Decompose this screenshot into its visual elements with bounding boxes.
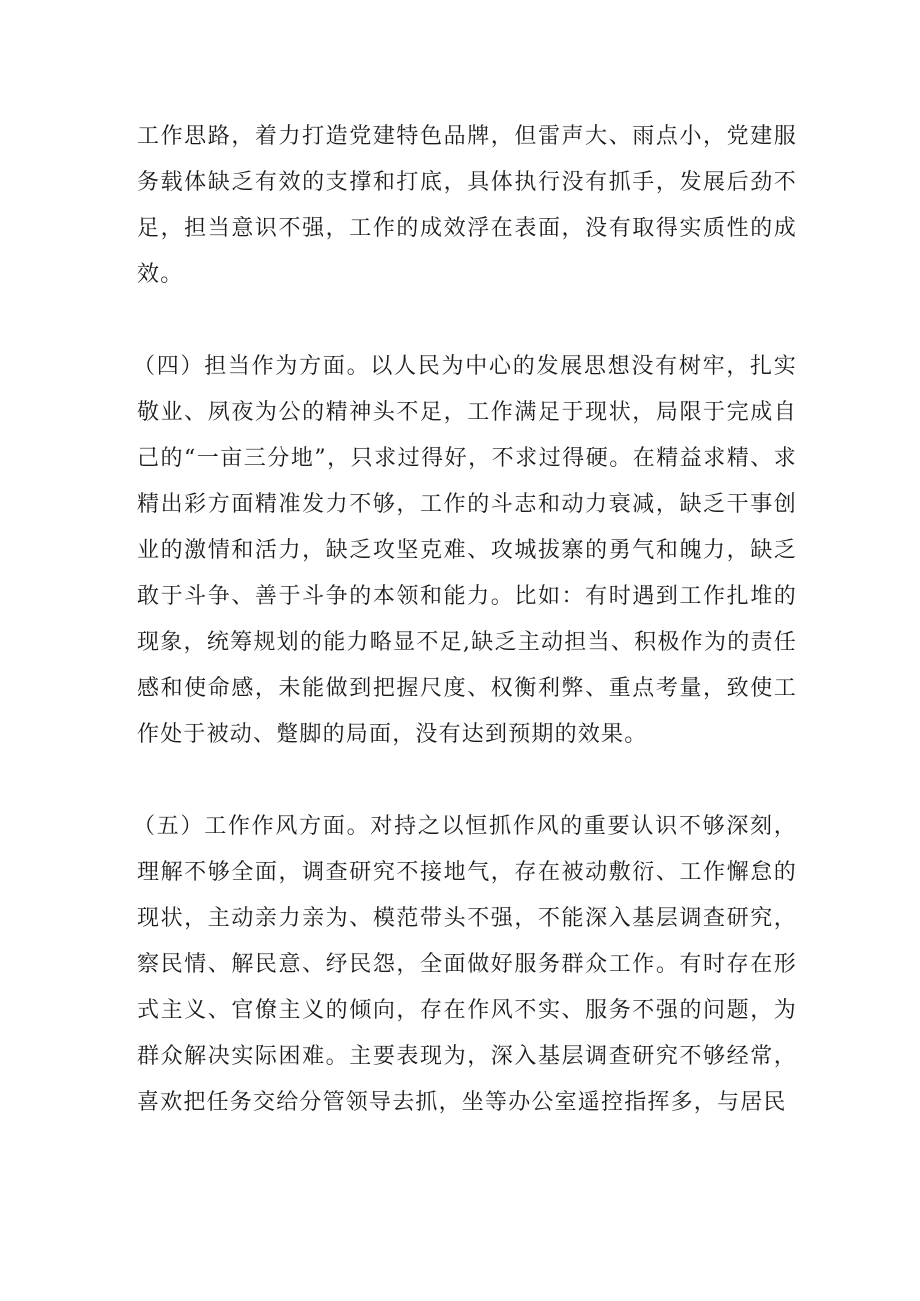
paragraph-gap (137, 298, 797, 344)
paragraph-section-five: （五）工作作风方面。对持之以恒抓作风的重要认识不够深刻，理解不够全面，调查研究不接地气，存在被动敷衍、工作懈怠的现状，主动亲力亲为、模范带头不强，不能深入基层调查研究，察民情、解民意、纾民怨，全面做好服务群众工作。有时存在形式主义、官僚主义的倾向，存在作风不实、服务不强的问题，为群众解决实际困难。主要表现为，深入基层调查研究不够经常，喜欢把任务交给分管领导去抓，坐等办公室遥控指挥多，与居民 (133, 814, 797, 1115)
document-body (133, 114, 797, 1126)
paragraph-continued: 工作思路，着力打造党建特色品牌，但雷声大、雨点小，党建服务载体缺乏有效的支撑和打底，具体执行没有抓手，发展后劲不足，担当意识不强，工作的成效浮在表面，没有取得实质性的成效。 (137, 124, 797, 287)
paragraph-section-four: （四）担当作为方面。以人民为中心的发展思想没有树牢，扎实敬业、夙夜为公的精神头不足，工作满足于现状，局限于完成自己的“一亩三分地”，只求过得好，不求过得硬。在精益求精、求精出彩方面精准发力不够，工作的斗志和动力衰减，缺乏干事创业的激情和活力，缺乏攻坚克难、攻城拔寨的勇气和魄力，缺乏敢于斗争、善于斗争的本领和能力。比如：有时遇到工作扎堆的现象，统筹规划的能力略显不足,缺乏主动担当、积极作为的责任感和使命感，未能做到把握尺度、权衡利弊、重点考量，致使工作处于被动、蹩脚的局面，没有达到预期的效果。 (133, 354, 797, 747)
paragraph-gap (137, 758, 797, 804)
